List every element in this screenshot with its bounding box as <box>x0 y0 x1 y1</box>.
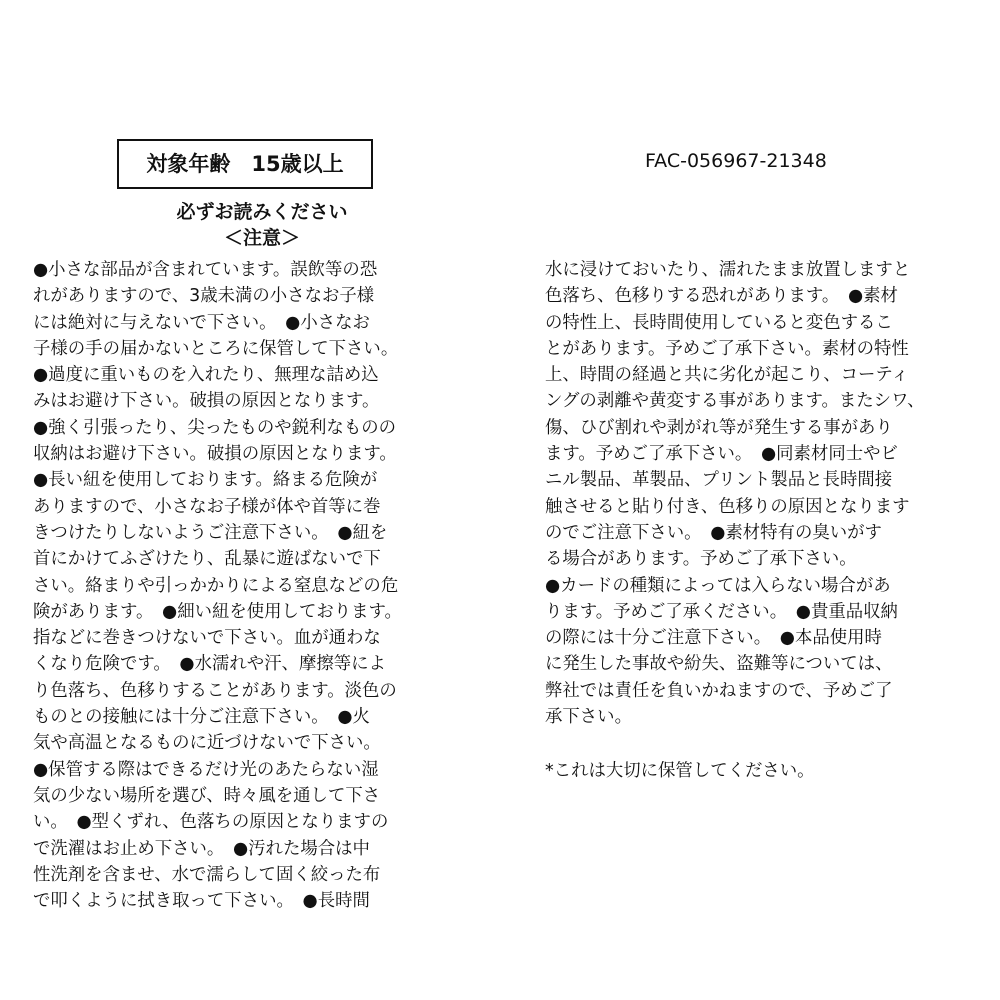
text-line: の特性上、長時間使用していると変色するこ <box>545 312 893 333</box>
text-line: きつけたりしないようご注意下さい。 ●紐を <box>33 522 388 543</box>
text-line: ●保管する際はできるだけ光のあたらない湿 <box>33 759 379 780</box>
text-line: で叩くように拭き取って下さい。 ●長時間 <box>33 891 370 912</box>
text-line: に発生した事故や紛失、盗難等については、 <box>545 654 893 675</box>
text-line: ものとの接触には十分ご注意下さい。 ●火 <box>33 707 370 728</box>
text-line: ります。予めご了承ください。 ●貴重品収納 <box>545 601 898 622</box>
text-line: 収納はお避け下さい。破損の原因となります。 <box>33 444 397 465</box>
text-line: ます。予めご了承下さい。 ●同素材同士やビ <box>545 444 898 465</box>
text-line: ●過度に重いものを入れたり、無理な詰め込 <box>33 365 379 386</box>
storage-footnote: *これは大切に保管してください。 <box>545 761 815 781</box>
text-line: 上、時間の経過と共に劣化が起こり、コーティ <box>545 365 909 386</box>
text-line: 気や高温となるものに近づけないで下さい。 <box>33 733 381 754</box>
text-line: くなり危険です。 ●水濡れや汗、摩擦等によ <box>33 654 386 675</box>
text-line: 傷、ひび割れや剥がれ等が発生する事があり <box>545 417 893 438</box>
text-line: 触させると貼り付き、色移りの原因となります <box>545 496 910 517</box>
text-line: みはお避け下さい。破損の原因となります。 <box>33 391 380 412</box>
caution-subheading: ＜注意＞ <box>223 227 300 249</box>
text-line: る場合があります。予めご了承下さい。 <box>545 549 857 570</box>
text-line: 子様の手の届かないところに保管して下さい。 <box>33 338 399 359</box>
text-line: ●カードの種類によっては入らない場合があ <box>545 575 891 596</box>
text-line: で洗濯はお止め下さい。 ●汚れた場合は中 <box>33 838 370 859</box>
age-rating-box: 対象年齢 15歳以上 <box>117 139 373 189</box>
text-line: 承下さい。 <box>545 707 632 728</box>
text-line: 気の少ない場所を選び、時々風を通して下さ <box>33 785 381 806</box>
text-line: ニル製品、革製品、プリント製品と長時間接 <box>545 470 893 491</box>
text-line: り色落ち、色移りすることがあります。淡色の <box>33 680 397 701</box>
text-line: 色落ち、色移りする恐れがあります。 ●素材 <box>545 286 898 307</box>
text-line: には絶対に与えないで下さい。 ●小さなお <box>33 312 370 333</box>
text-line: 性洗剤を含ませ、水で濡らして固く絞った布 <box>33 864 381 885</box>
notice-heading: 必ずお読みください <box>176 201 348 223</box>
caution-text-left-column <box>33 257 473 914</box>
text-line: さい。絡まりや引っかかりによる窒息などの危 <box>33 575 399 596</box>
text-line: ●長い紐を使用しております。絡まる危険が <box>33 470 378 491</box>
text-line: 弊社では責任を負いかねますので、予めご了 <box>545 680 893 701</box>
text-line: 指などに巻きつけないで下さい。血が通わな <box>33 628 381 649</box>
text-line: 水に浸けておいたり、濡れたまま放置しますと <box>545 260 911 280</box>
text-line: の際には十分ご注意下さい。 ●本品使用時 <box>545 628 882 649</box>
text-line: のでご注意下さい。 ●素材特有の臭いがす <box>545 522 882 543</box>
product-code: FAC-056967-21348 <box>645 150 827 172</box>
text-line: ありますので、小さなお子様が体や首等に巻 <box>33 496 381 517</box>
caution-text-right-column <box>545 257 985 730</box>
text-line: とがあります。予めご了承下さい。素材の特性 <box>545 338 909 359</box>
text-line: ●強く引張ったり、尖ったものや鋭利なものの <box>33 417 396 438</box>
text-line: れがありますので、3歳未満の小さなお子様 <box>33 286 375 307</box>
text-line: 首にかけてふざけたり、乱暴に遊ばないで下 <box>33 549 381 570</box>
text-line: ングの剥離や黄変する事があります。またシワ、 <box>545 391 925 412</box>
text-line: ●小さな部品が含まれています。誤飲等の恐 <box>33 260 378 280</box>
text-line: い。 ●型くずれ、色落ちの原因となりますの <box>33 812 389 833</box>
text-line: 険があります。 ●細い紐を使用しております。 <box>33 601 402 622</box>
